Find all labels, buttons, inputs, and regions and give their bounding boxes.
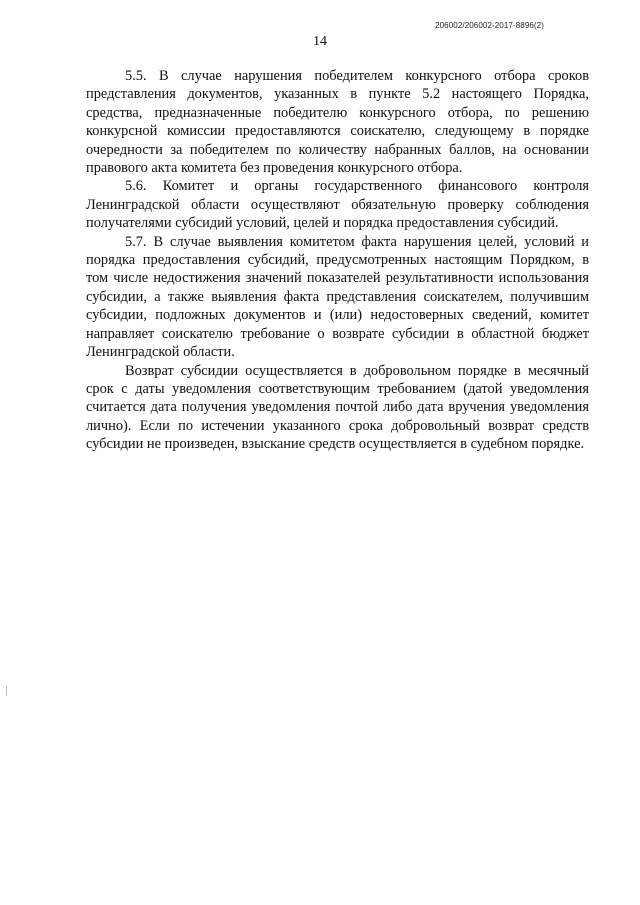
- document-body: [86, 67, 589, 454]
- paragraph-5-6: 5.6. Комитет и органы государственного финансового контроля Ленинградской области осуществляют обязательную проверку соблюдения получателями субсидий условий, целей и порядка предоставления субсидий.: [86, 178, 589, 232]
- paragraph-5-7: 5.7. В случае выявления комитетом факта нарушения целей, условий и порядка предоставления субсидий, предусмотренных настоящим Порядком, в том числе недостижения значений показателей результативности использования субсидии, а также выявления факта представления соискателем, получившим субсидии, подложных документов и (или) недостоверных сведений, комитет направляет соискателю требование о возврате субсидии в областной бюджет Ленинградской области.: [86, 233, 589, 361]
- paragraph-refund: Возврат субсидии осуществляется в добровольном порядке в месячный срок с даты уведомления соответствующим требованием (датой уведомления считается дата получения уведомления почтой либо дата вручения уведомления лично). Если по истечении указанного срока добровольный возврат средств субсидии не произведен, взыскание средств осуществляется в судебном порядке.: [86, 362, 589, 453]
- scan-edge-mark: [6, 686, 7, 696]
- page-number: 14: [313, 34, 327, 49]
- document-registration-number: 206002/206002-2017-8896(2): [435, 21, 544, 30]
- paragraph-5-5: 5.5. В случае нарушения победителем конкурсного отбора сроков представления документов, указанных в пункте 5.2 настоящего Порядка, средства, предназначенные победителю конкурсного отбора, по решению конкурсной комиссии предоставляются соискателю, следующему в порядке очередности за победителем по количеству набранных баллов, на основании правового акта комитета без проведения конкурсного отбора.: [86, 68, 589, 177]
